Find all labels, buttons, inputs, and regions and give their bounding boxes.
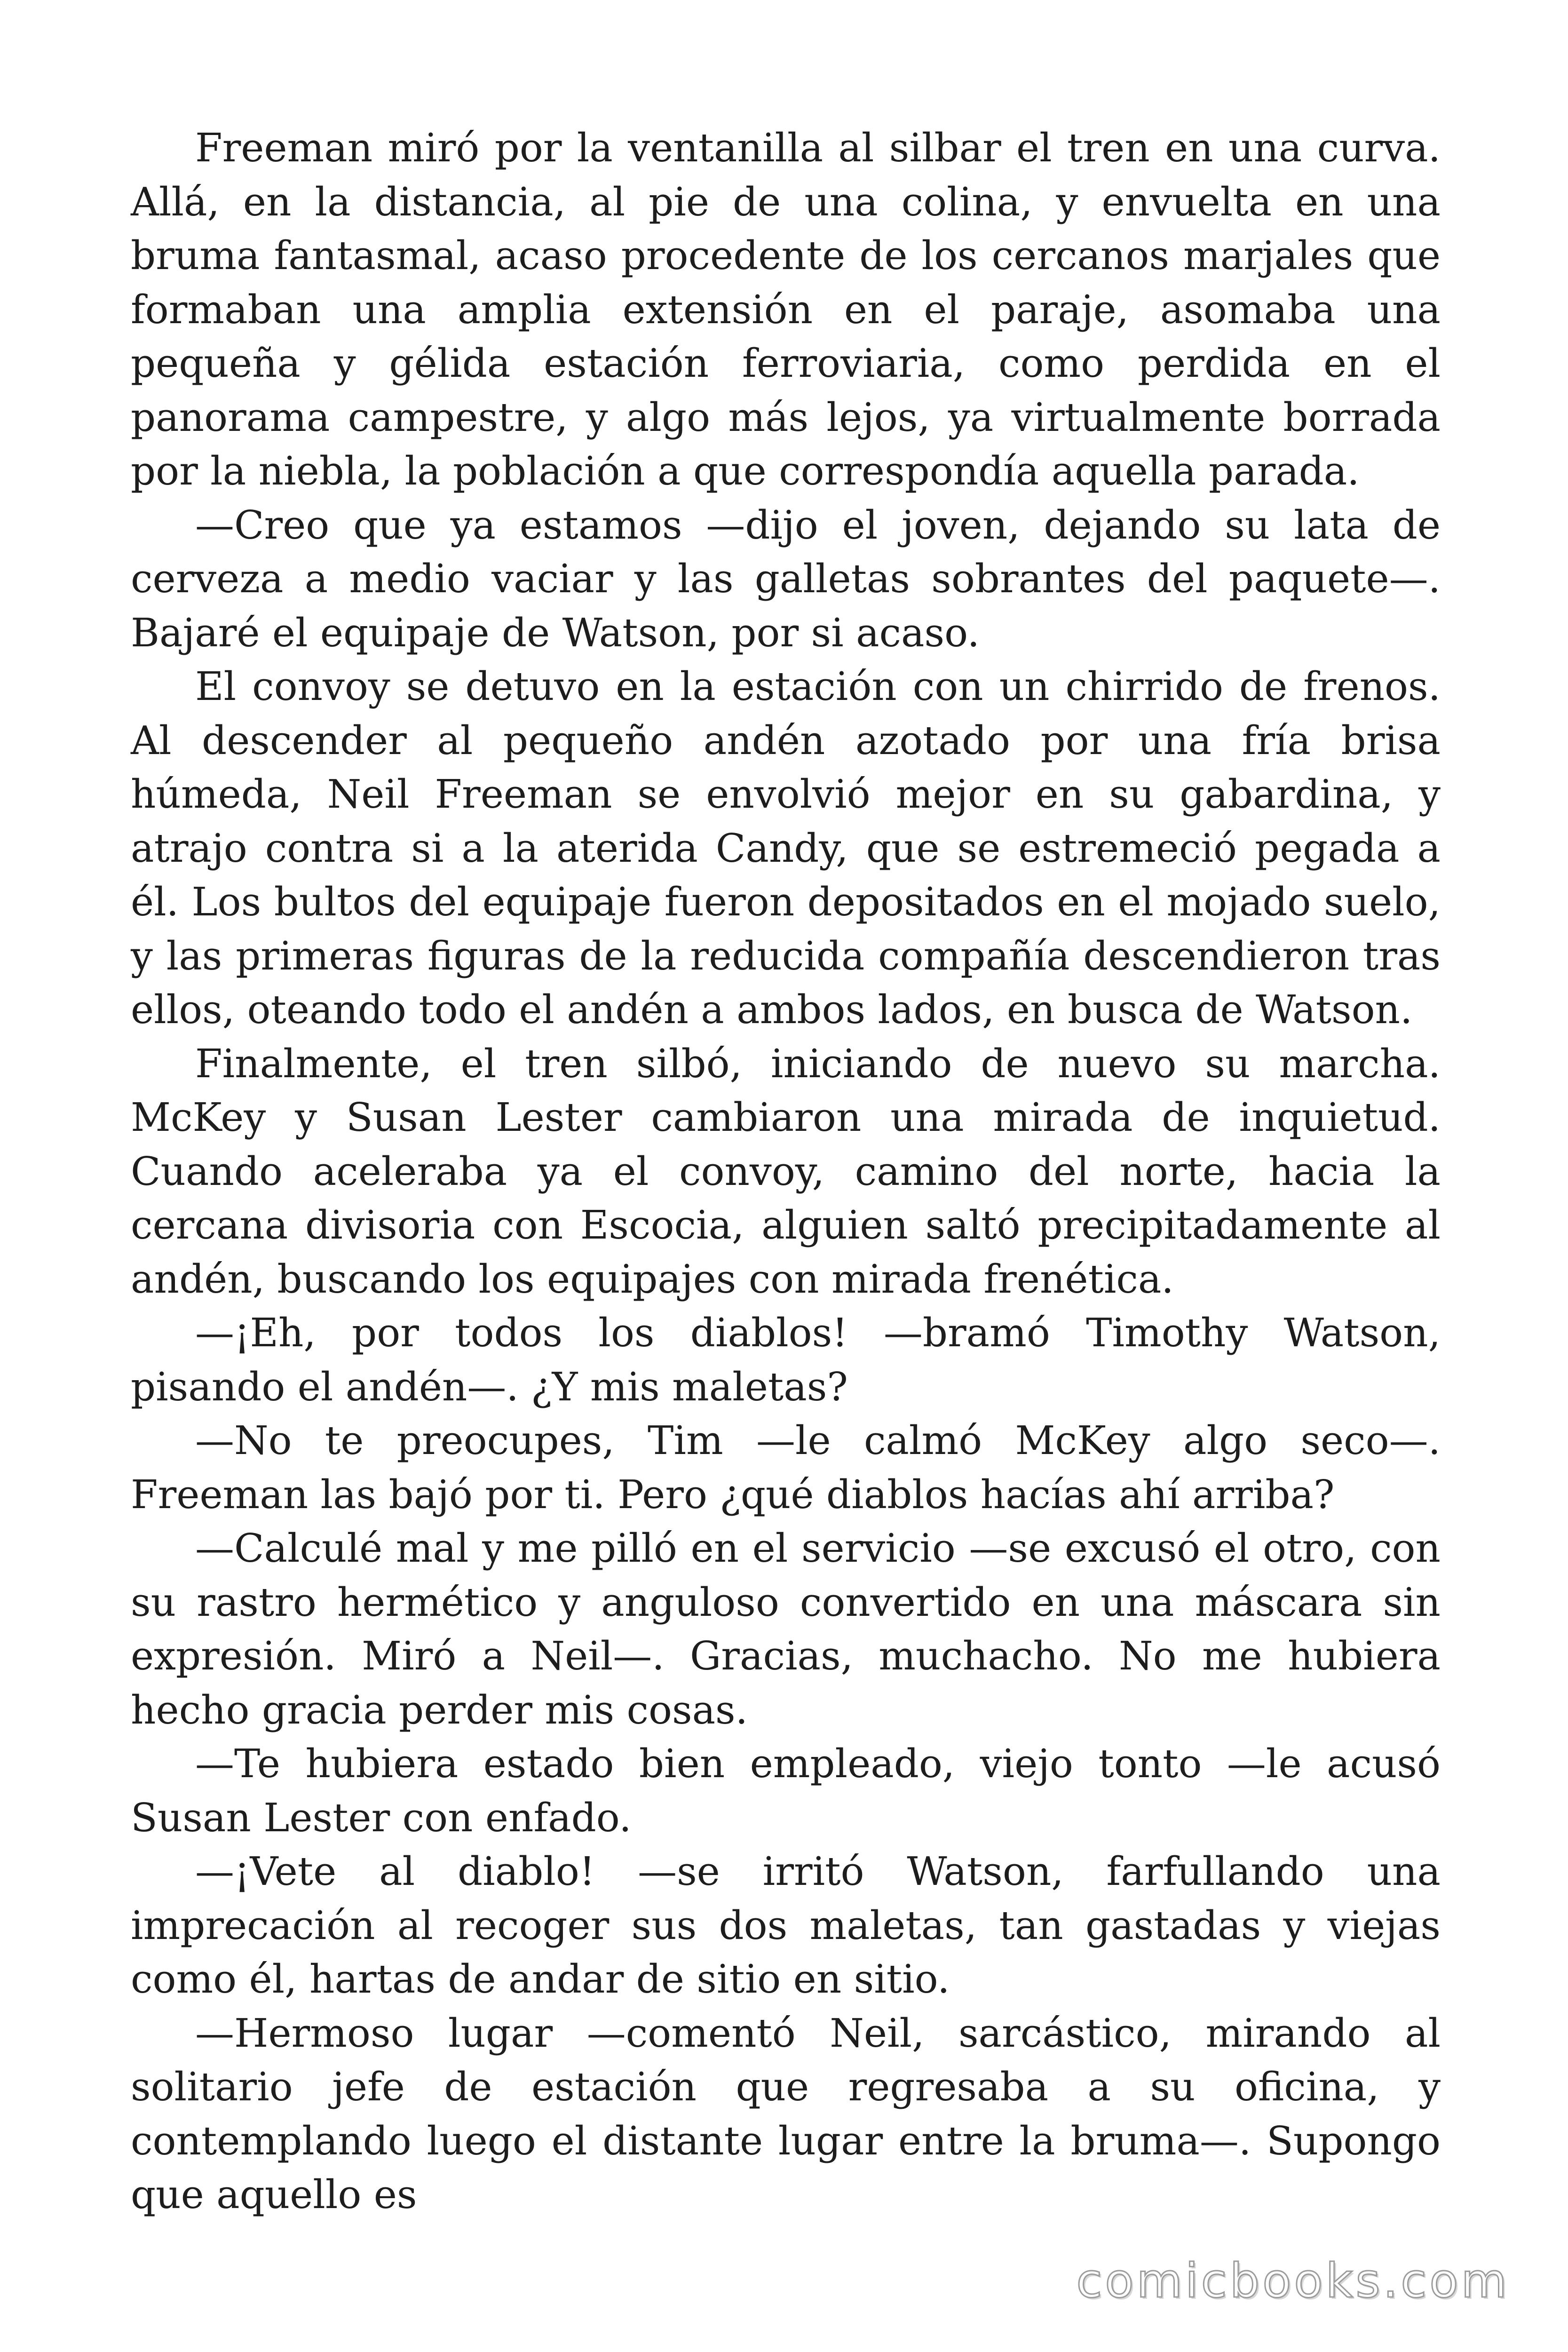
paragraph: —Te hubiera estado bien empleado, viejo tonto —le acusó Susan Lester con enfado. <box>131 1741 1441 1841</box>
paragraph: —¡Vete al diablo! —se irritó Watson, farfullando una imprecación al recoger sus dos maletas, tan gastadas y viejas como él, hartas de andar de sitio en sitio. <box>131 1849 1441 2002</box>
paragraph: —Calculé mal y me pilló en el servicio —se excusó el otro, con su rastro hermético y anguloso convertido en una máscara sin expresión. Miró a Neil—. Gracias, muchacho. No me hubiera hecho gracia perder mis cosas. <box>131 1526 1441 1733</box>
paragraph: —Creo que ya estamos —dijo el joven, dejando su lata de cerveza a medio vaciar y las galletas sobrantes del paquete—. Bajaré el equipaje de Watson, por si acaso. <box>131 502 1441 656</box>
watermark: comicbooks.com <box>1076 2253 1510 2308</box>
paragraph: El convoy se detuvo en la estación con un chirrido de frenos. Al descender al pequeño andén azotado por una fría brisa húmeda, Neil Freeman se envolvió mejor en su gabardina, y atrajo contra si a la aterida Candy, que se estremeció pegada a él. Los bultos del equipaje fueron depositados en el mojado suelo, y las primeras figuras de la reducida compañía descendieron tras ellos, oteando todo el andén a ambos lados, en busca de Watson. <box>131 664 1441 1033</box>
paragraph: —No te preocupes, Tim —le calmó McKey algo seco—. Freeman las bajó por ti. Pero ¿qué diablos hacías ahí arriba? <box>131 1418 1441 1518</box>
body-text <box>131 121 1441 2222</box>
paragraph: Freeman miró por la ventanilla al silbar el tren en una curva. Allá, en la distancia, al pie de una colina, y envuelta en una bruma fantasmal, acaso procedente de los cercanos marjales que formaban una amplia extensión en el paraje, asomaba una pequeña y gélida estación ferroviaria, como perdida en el panorama campestre, y algo más lejos, ya virtualmente borrada por la niebla, la población a que correspondía aquella parada. <box>131 125 1441 494</box>
paragraph: —¡Eh, por todos los diablos! —bramó Timothy Watson, pisando el andén—. ¿Y mis maletas? <box>131 1310 1441 1410</box>
paragraph: —Hermoso lugar —comentó Neil, sarcástico, mirando al solitario jefe de estación que regresaba a su oficina, y contemplando luego el distante lugar entre la bruma—. Supongo que aquello es <box>131 2010 1441 2217</box>
paragraph: Finalmente, el tren silbó, iniciando de nuevo su marcha. McKey y Susan Lester cambiaron una mirada de inquietud. Cuando aceleraba ya el convoy, camino del norte, hacia la cercana divisoria con Escocia, alguien saltó precipitadamente al andén, buscando los equipajes con mirada frenética. <box>131 1041 1441 1302</box>
